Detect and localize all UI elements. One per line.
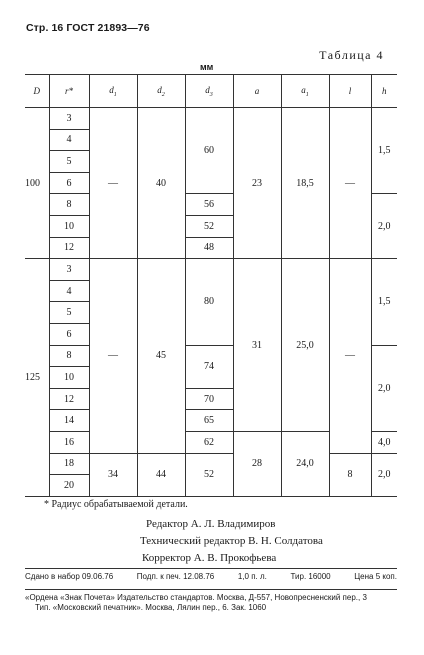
a-value: 28 — [233, 431, 281, 496]
r-value: 5 — [49, 151, 89, 173]
r-value: 20 — [49, 475, 89, 497]
table-header-row — [25, 75, 397, 108]
publication-line — [25, 568, 397, 581]
column-header-d3-base: d — [205, 84, 210, 95]
d2-value: 45 — [137, 259, 185, 453]
unit-label: мм — [200, 62, 214, 72]
h-value: 1,5 — [371, 108, 397, 194]
pub-price: Цена 5 коп. — [354, 572, 397, 581]
column-header-d2-sub: 2 — [161, 91, 165, 98]
page-header: Стр. 16 ГОСТ 21893—76 — [26, 22, 150, 34]
d3-value: 52 — [185, 453, 233, 496]
column-header-r: r* — [49, 75, 89, 108]
printer-line-2: Тип. «Московский печатник». Москва, Лялин пер., 6. Зак. 1060 — [35, 603, 267, 612]
pub-signed: Подп. к печ. 12.08.76 — [136, 572, 215, 581]
credit-editor: Редактор А. Л. Владимиров — [146, 518, 276, 530]
d1-value: — — [89, 108, 137, 259]
r-value: 12 — [49, 388, 89, 410]
d1-value: 34 — [89, 453, 137, 496]
r-value: 3 — [49, 259, 89, 281]
d3-value: 80 — [185, 259, 233, 345]
r-value: 3 — [49, 108, 89, 130]
r-value: 16 — [49, 431, 89, 453]
d3-value: 52 — [185, 215, 233, 237]
column-header-d1-sub: 1 — [113, 91, 117, 98]
r-value: 5 — [49, 302, 89, 324]
h-value: 2,0 — [371, 194, 397, 259]
column-header-a1-sub: 1 — [305, 91, 309, 98]
dimensions-table — [25, 74, 397, 497]
d2-value: 40 — [137, 108, 185, 259]
column-header-l: l — [329, 75, 371, 108]
h-value: 4,0 — [371, 431, 397, 453]
r-value: 10 — [49, 215, 89, 237]
credit-technical-editor: Технический редактор В. Н. Солдатова — [140, 535, 323, 547]
r-value: 18 — [49, 453, 89, 475]
r-value: 14 — [49, 410, 89, 432]
pub-print-run: Тир. 16000 — [290, 572, 331, 581]
l-value: — — [329, 108, 371, 259]
table-row — [25, 259, 397, 281]
d3-value: 62 — [185, 431, 233, 453]
r-value: 12 — [49, 237, 89, 259]
pub-sheets: 1,0 п. л. — [237, 572, 267, 581]
a-value: 23 — [233, 108, 281, 259]
column-header-h: h — [371, 75, 397, 108]
d3-value: 56 — [185, 194, 233, 216]
table-label: Таблица 4 — [319, 48, 384, 62]
d-value-100: 100 — [25, 108, 49, 259]
a1-value: 18,5 — [281, 108, 329, 259]
column-header-d1-base: d — [109, 84, 114, 95]
l-value: 8 — [329, 453, 371, 496]
a1-value: 25,0 — [281, 259, 329, 432]
r-value: 4 — [49, 280, 89, 302]
table-row — [25, 108, 397, 130]
d3-value: 65 — [185, 410, 233, 432]
table-row — [25, 453, 397, 475]
h-value: 1,5 — [371, 259, 397, 345]
column-header-d2 — [137, 75, 185, 108]
column-header-a: a — [233, 75, 281, 108]
credit-corrector: Корректор А. В. Прокофьева — [142, 552, 277, 564]
column-header-d3 — [185, 75, 233, 108]
pub-sent: Сдано в набор 09.06.76 — [25, 572, 114, 581]
d1-value: — — [89, 259, 137, 453]
r-value: 8 — [49, 345, 89, 367]
credits-block — [140, 516, 323, 567]
d3-value: 70 — [185, 388, 233, 410]
column-header-d1 — [89, 75, 137, 108]
d3-value: 48 — [185, 237, 233, 259]
a1-value: 24,0 — [281, 431, 329, 496]
r-value: 10 — [49, 367, 89, 389]
a-value: 31 — [233, 259, 281, 432]
footnote-divider — [25, 496, 80, 497]
column-header-D: D — [25, 75, 49, 108]
r-value: 6 — [49, 323, 89, 345]
h-value: 2,0 — [371, 453, 397, 496]
printer-info — [25, 589, 397, 613]
h-value: 2,0 — [371, 345, 397, 431]
column-header-a1 — [281, 75, 329, 108]
column-header-d3-sub: 3 — [209, 91, 213, 98]
r-value: 8 — [49, 194, 89, 216]
column-header-d2-base: d — [157, 84, 162, 95]
d3-value: 60 — [185, 108, 233, 194]
column-header-a1-base: a — [301, 84, 306, 95]
r-value: 6 — [49, 172, 89, 194]
d-value-125: 125 — [25, 259, 49, 497]
printer-line-1: «Ордена «Знак Почета» Издательство стандартов. Москва, Д-557, Новопресненский пер., 3 — [25, 593, 367, 602]
d3-value: 74 — [185, 345, 233, 388]
l-value: — — [329, 259, 371, 453]
footnote: * Радиус обрабатываемой детали. — [44, 499, 188, 510]
r-value: 4 — [49, 129, 89, 151]
d2-value: 44 — [137, 453, 185, 496]
